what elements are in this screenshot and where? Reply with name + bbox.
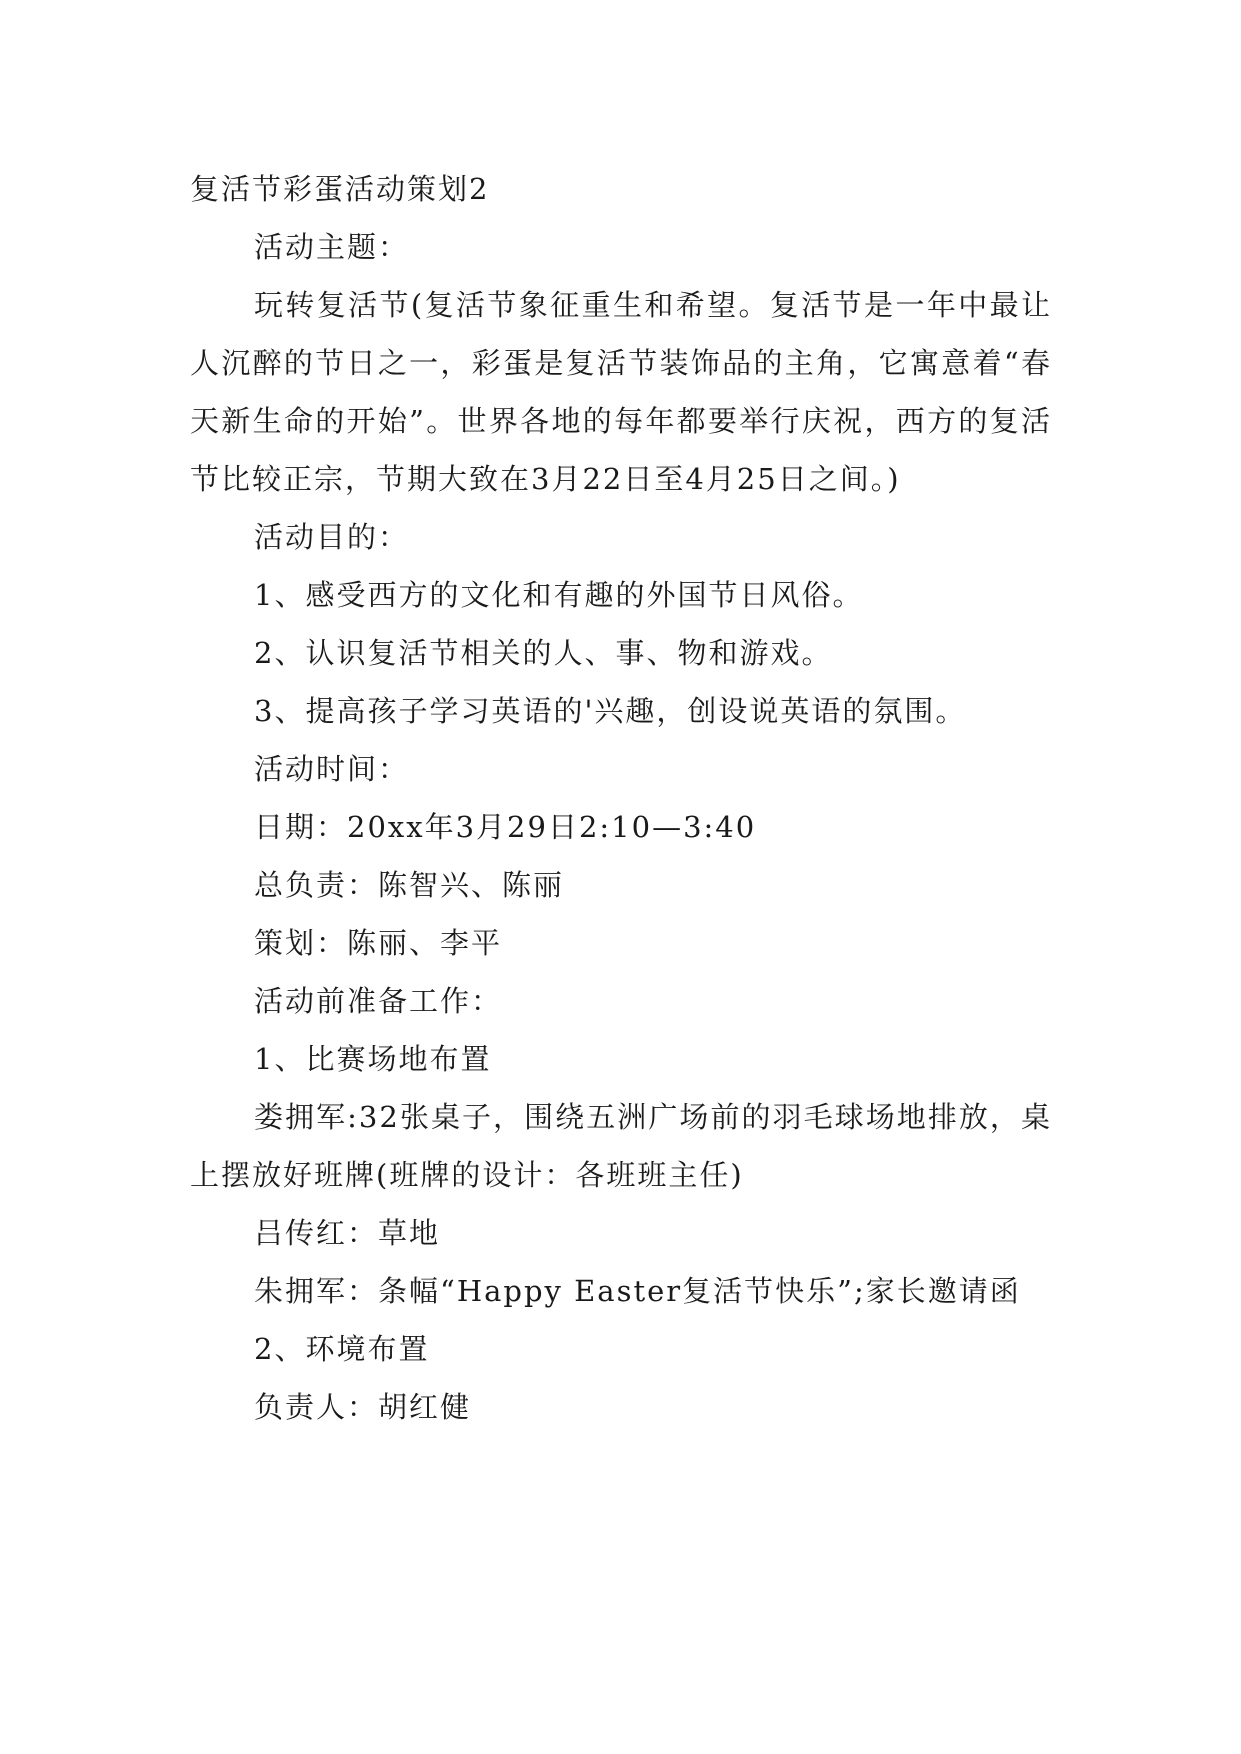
planner-line: 策划：陈丽、李平 bbox=[254, 926, 503, 960]
purpose-item-1: 1、感受西方的文化和有趣的外国节日风俗。 bbox=[254, 578, 864, 612]
document-title: 复活节彩蛋活动策划2 bbox=[190, 172, 490, 206]
prep-item-1: 1、比赛场地布置 bbox=[254, 1042, 492, 1076]
purpose-item-2: 2、认识复活节相关的人、事、物和游戏。 bbox=[254, 636, 833, 670]
purpose-item-3: 3、提高孩子学习英语的'兴趣，创设说英语的氛围。 bbox=[254, 694, 967, 728]
prep-item-2: 2、环境布置 bbox=[254, 1332, 430, 1366]
paragraph-banner: 朱拥军：条幅“Happy Easter复活节快乐”;家长邀请函 bbox=[254, 1274, 1021, 1308]
document-body bbox=[190, 160, 1052, 1436]
date-line: 日期：20xx年3月29日2:10—3:40 bbox=[254, 810, 757, 844]
chief-line: 总负责：陈智兴、陈丽 bbox=[254, 868, 565, 902]
heading-purpose: 活动目的： bbox=[254, 520, 410, 554]
paragraph-tables: 娄拥军:32张桌子，围绕五洲广场前的羽毛球场地排放，桌上摆放好班牌(班牌的设计：各班班主任) bbox=[190, 1100, 1052, 1192]
heading-preparation: 活动前准备工作： bbox=[254, 984, 503, 1018]
responsible-line: 负责人：胡红健 bbox=[254, 1390, 472, 1424]
heading-theme: 活动主题： bbox=[254, 230, 410, 264]
lawn-line: 吕传红：草地 bbox=[254, 1216, 441, 1250]
paragraph-theme: 玩转复活节(复活节象征重生和希望。复活节是一年中最让人沉醉的节日之一，彩蛋是复活节装饰品的主角，它寓意着“春天新生命的开始”。世界各地的每年都要举行庆祝，西方的复活节比较正宗，节期大致在3月22日至4月25日之间。) bbox=[190, 288, 1052, 496]
heading-time: 活动时间： bbox=[254, 752, 410, 786]
